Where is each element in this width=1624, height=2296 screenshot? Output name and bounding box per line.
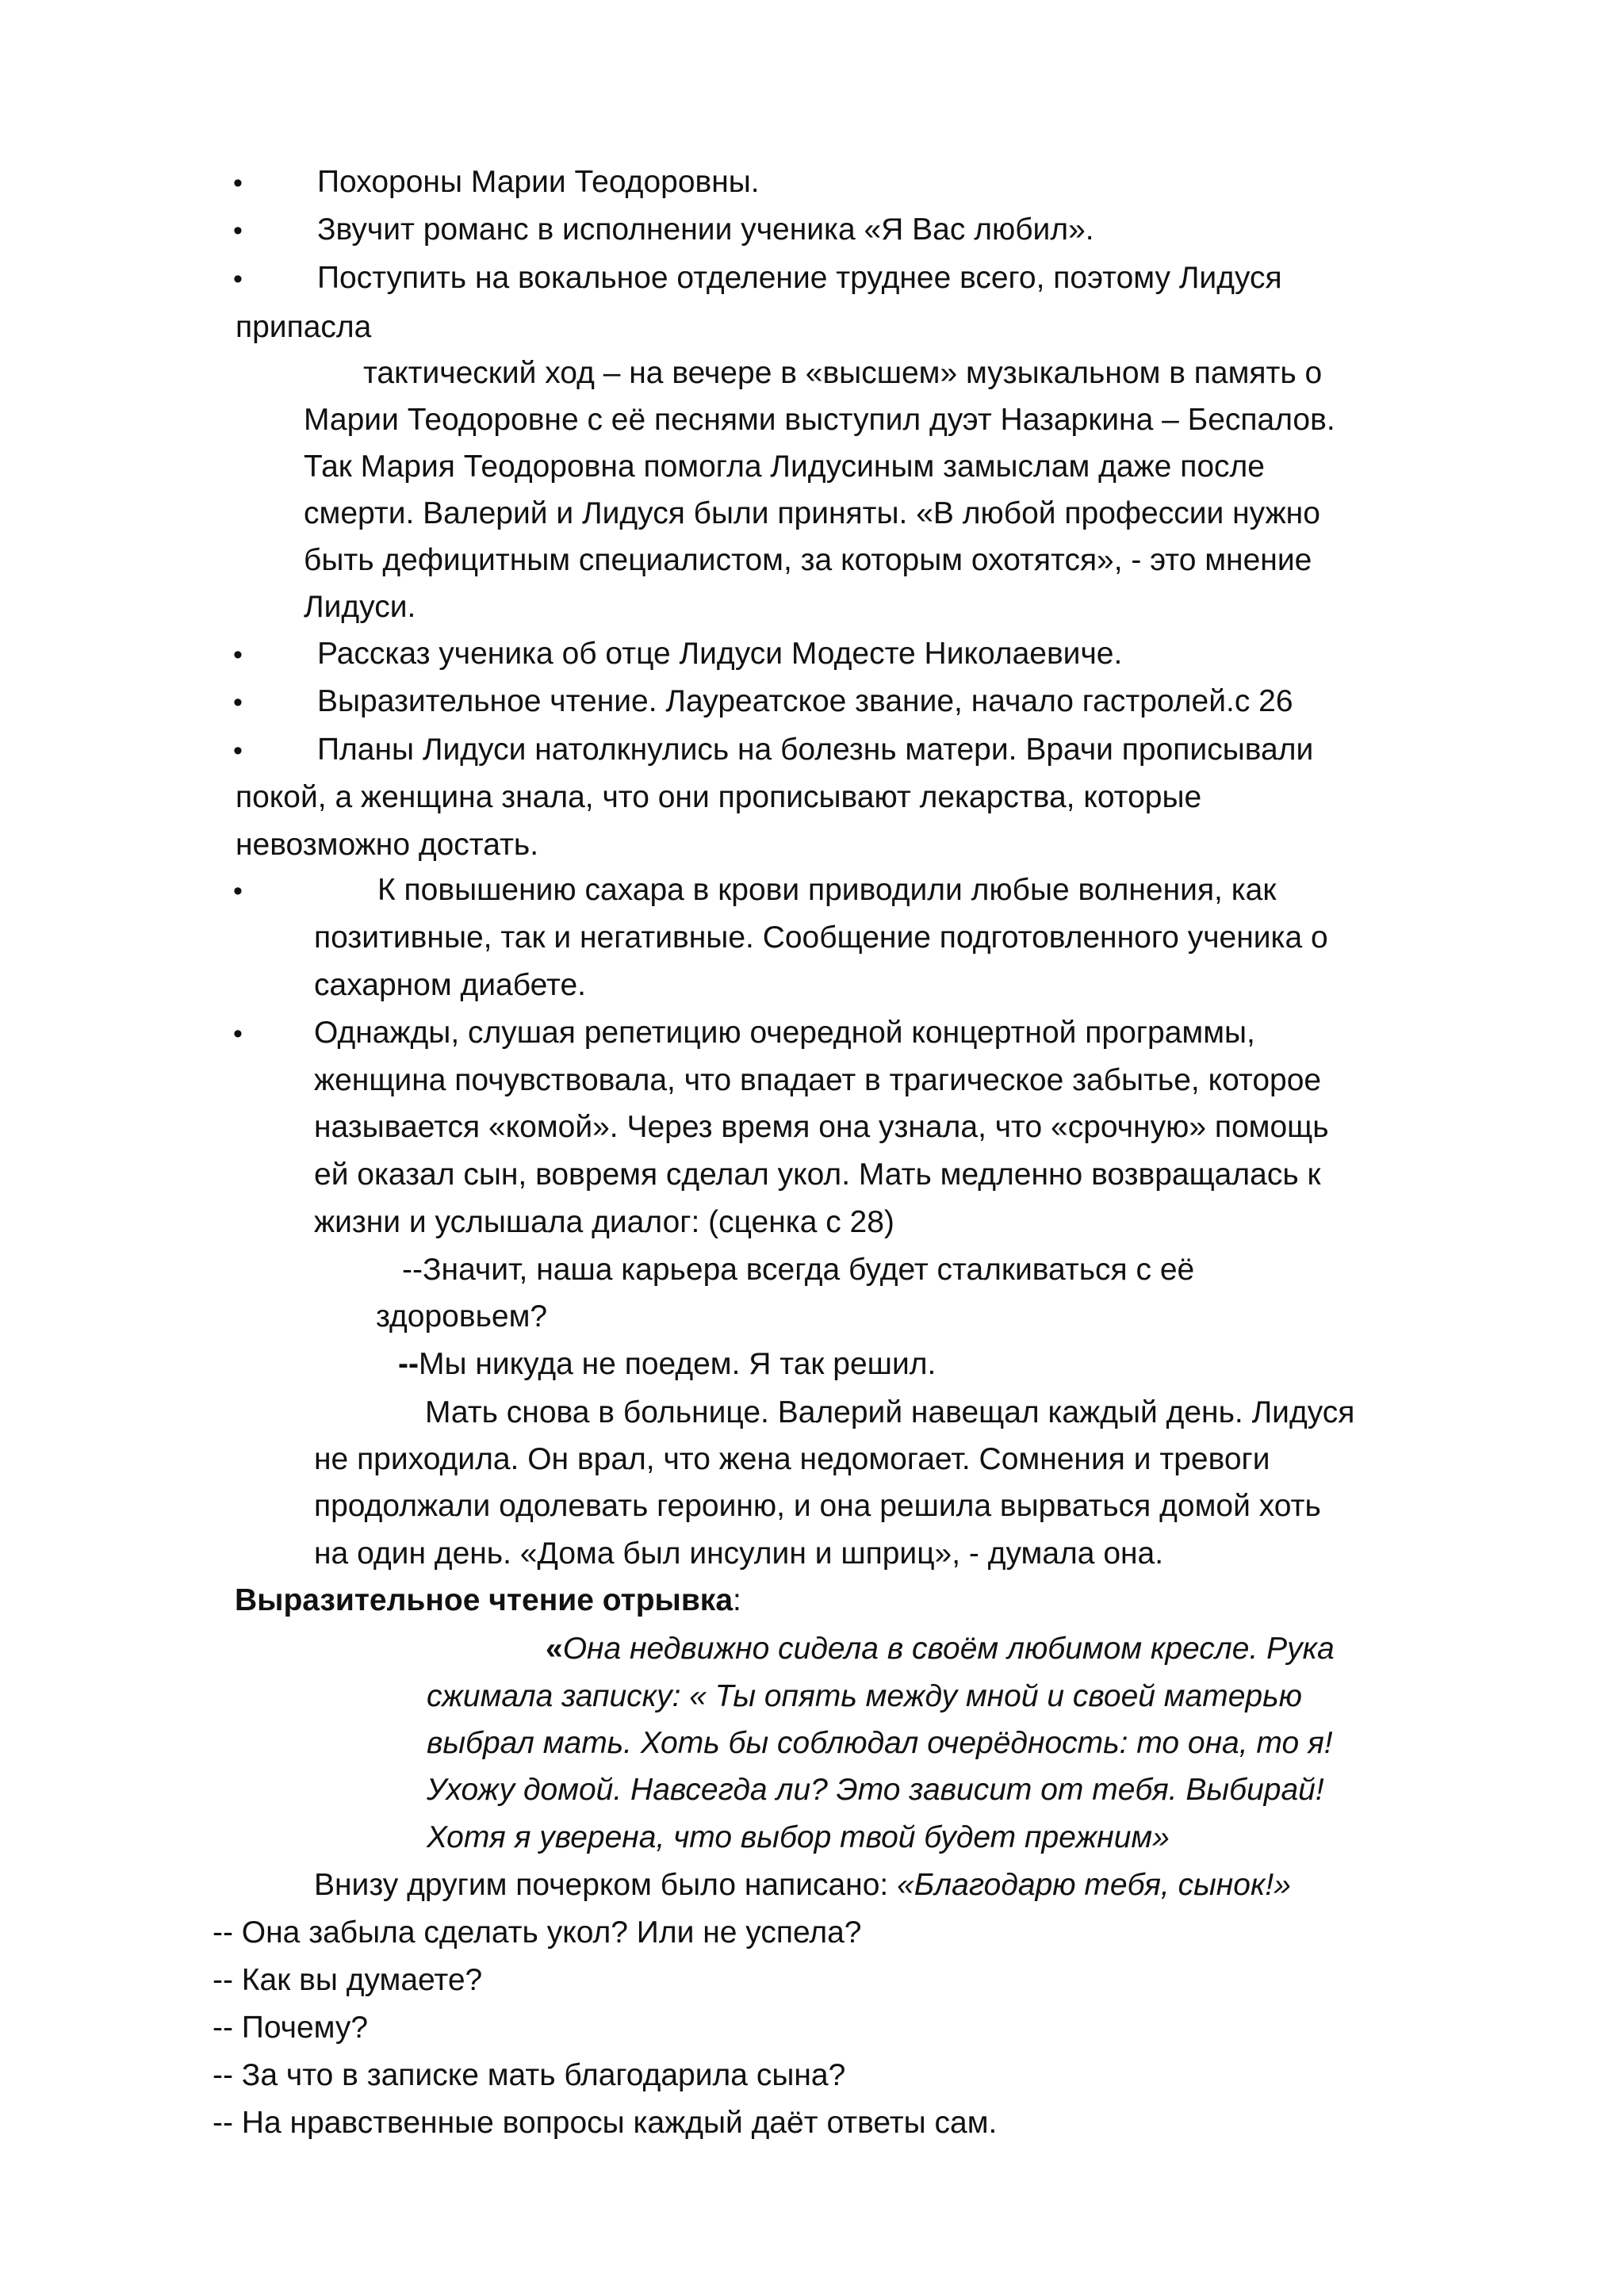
bullet-icon: • xyxy=(233,1019,243,1049)
list-item-text: жизни и услышала диалог: (сценка с 28) xyxy=(314,1205,894,1239)
list-item-text: Марии Теодоровне с её песнями выступил дуэт Назаркина – Беспалов. xyxy=(304,403,1335,437)
narration-line: не приходила. Он врал, что жена недомогает. Сомнения и тревоги xyxy=(314,1442,1270,1476)
list-item-text: ей оказал сын, вовремя сделал укол. Мать медленно возвращалась к xyxy=(314,1158,1321,1192)
bullet-icon: • xyxy=(233,168,243,198)
list-item-text: Похороны Марии Теодоровны. xyxy=(317,165,760,199)
question-line: -- За что в записке мать благодарила сына? xyxy=(213,2058,846,2092)
list-item-text: Планы Лидуси натолкнулись на болезнь матери. Врачи прописывали xyxy=(317,733,1314,767)
list-item-text: называется «комой». Через время она узнала, что «срочную» помощь xyxy=(314,1110,1329,1144)
narration-line: Мать снова в больнице. Валерий навещал каждый день. Лидуся xyxy=(425,1395,1355,1429)
list-item-text: покой, а женщина знала, что они прописывают лекарства, которые xyxy=(236,780,1202,814)
heading-colon: : xyxy=(733,1583,741,1617)
narration-line: на один день. «Дома был инсулин и шприц», - думала она. xyxy=(314,1536,1164,1571)
bullet-icon: • xyxy=(233,687,243,718)
question-line: -- Как вы думаете? xyxy=(213,1963,483,1997)
quote-open-mark: « xyxy=(546,1632,563,1666)
question-line: -- На нравственные вопросы каждый даёт ответы сам. xyxy=(213,2106,998,2140)
list-item-text: женщина почувствовала, что впадает в трагическое забытье, которое xyxy=(314,1063,1322,1097)
list-item-text: позитивные, так и негативные. Сообщение подготовленного ученика о xyxy=(314,920,1328,955)
bullet-icon: • xyxy=(233,640,243,670)
dialog-dash: -- xyxy=(398,1347,419,1381)
list-item-text: Поступить на вокальное отделение труднее всего, поэтому Лидуся xyxy=(317,261,1282,295)
list-item-text: Однажды, слушая репетицию очередной концертной программы, xyxy=(314,1016,1255,1050)
question-line: -- Почему? xyxy=(213,2011,369,2045)
list-item-text: Лидуси. xyxy=(304,590,416,624)
list-item-text: Звучит романс в исполнении ученика «Я Вас любил». xyxy=(317,212,1094,247)
list-item-text: Так Мария Теодоровна помогла Лидусиным замыслам даже после xyxy=(304,450,1265,484)
dialog-line: --Значит, наша карьера всегда будет сталкиваться с её xyxy=(402,1253,1195,1287)
narration-line: продолжали одолевать героиню, и она решила вырваться домой хоть xyxy=(314,1489,1321,1523)
bullet-icon: • xyxy=(233,736,243,766)
quote-text: Она недвижно сидела в своём любимом кресле. Рука xyxy=(562,1632,1335,1666)
note-quote: «Благодарю тебя, сынок!» xyxy=(897,1868,1291,1902)
list-item-text: невозможно достать. xyxy=(236,828,539,862)
dialog-text: Мы никуда не поедем. Я так решил. xyxy=(418,1347,936,1381)
quote-line: сжимала записку: « Ты опять между мной и своей матерью xyxy=(427,1679,1302,1713)
quote-line xyxy=(546,1633,1335,1664)
list-item-text: быть дефицитным специалистом, за которым охотятся», - это мнение xyxy=(304,543,1312,577)
section-heading xyxy=(235,1585,741,1616)
bullet-icon: • xyxy=(233,264,243,294)
signature-note xyxy=(314,1869,1291,1900)
quote-line: Ухожу домой. Навсегда ли? Это зависит от тебя. Выбирай! xyxy=(427,1773,1324,1807)
question-line: -- Она забыла сделать укол? Или не успела? xyxy=(213,1915,862,1950)
list-item-text: сахарном диабете. xyxy=(314,968,586,1002)
dialog-line: здоровьем? xyxy=(376,1299,548,1334)
list-item-text: К повышению сахара в крови приводили любые волнения, как xyxy=(377,873,1277,907)
list-item-text: Выразительное чтение. Лауреатское звание, начало гастролей.с 26 xyxy=(317,684,1293,718)
quote-line: выбрал мать. Хоть бы соблюдал очерёдность: то она, то я! xyxy=(427,1726,1333,1760)
heading-text: Выразительное чтение отрывка xyxy=(235,1583,733,1617)
list-item-text: смерти. Валерий и Лидуся были приняты. «В любой профессии нужно xyxy=(304,496,1320,530)
list-item-text: припасла xyxy=(236,310,372,344)
list-item-text: Рассказ ученика об отце Лидуси Модесте Николаевиче. xyxy=(317,637,1123,671)
bullet-icon: • xyxy=(233,216,243,246)
dialog-line xyxy=(398,1349,936,1380)
quote-line: Хотя я уверена, что выбор твой будет прежним» xyxy=(427,1820,1170,1854)
note-text: Внизу другим почерком было написано: xyxy=(314,1868,898,1902)
bullet-icon: • xyxy=(233,876,243,906)
list-item-text: тактический ход – на вечере в «высшем» музыкальном в память о xyxy=(363,356,1323,390)
